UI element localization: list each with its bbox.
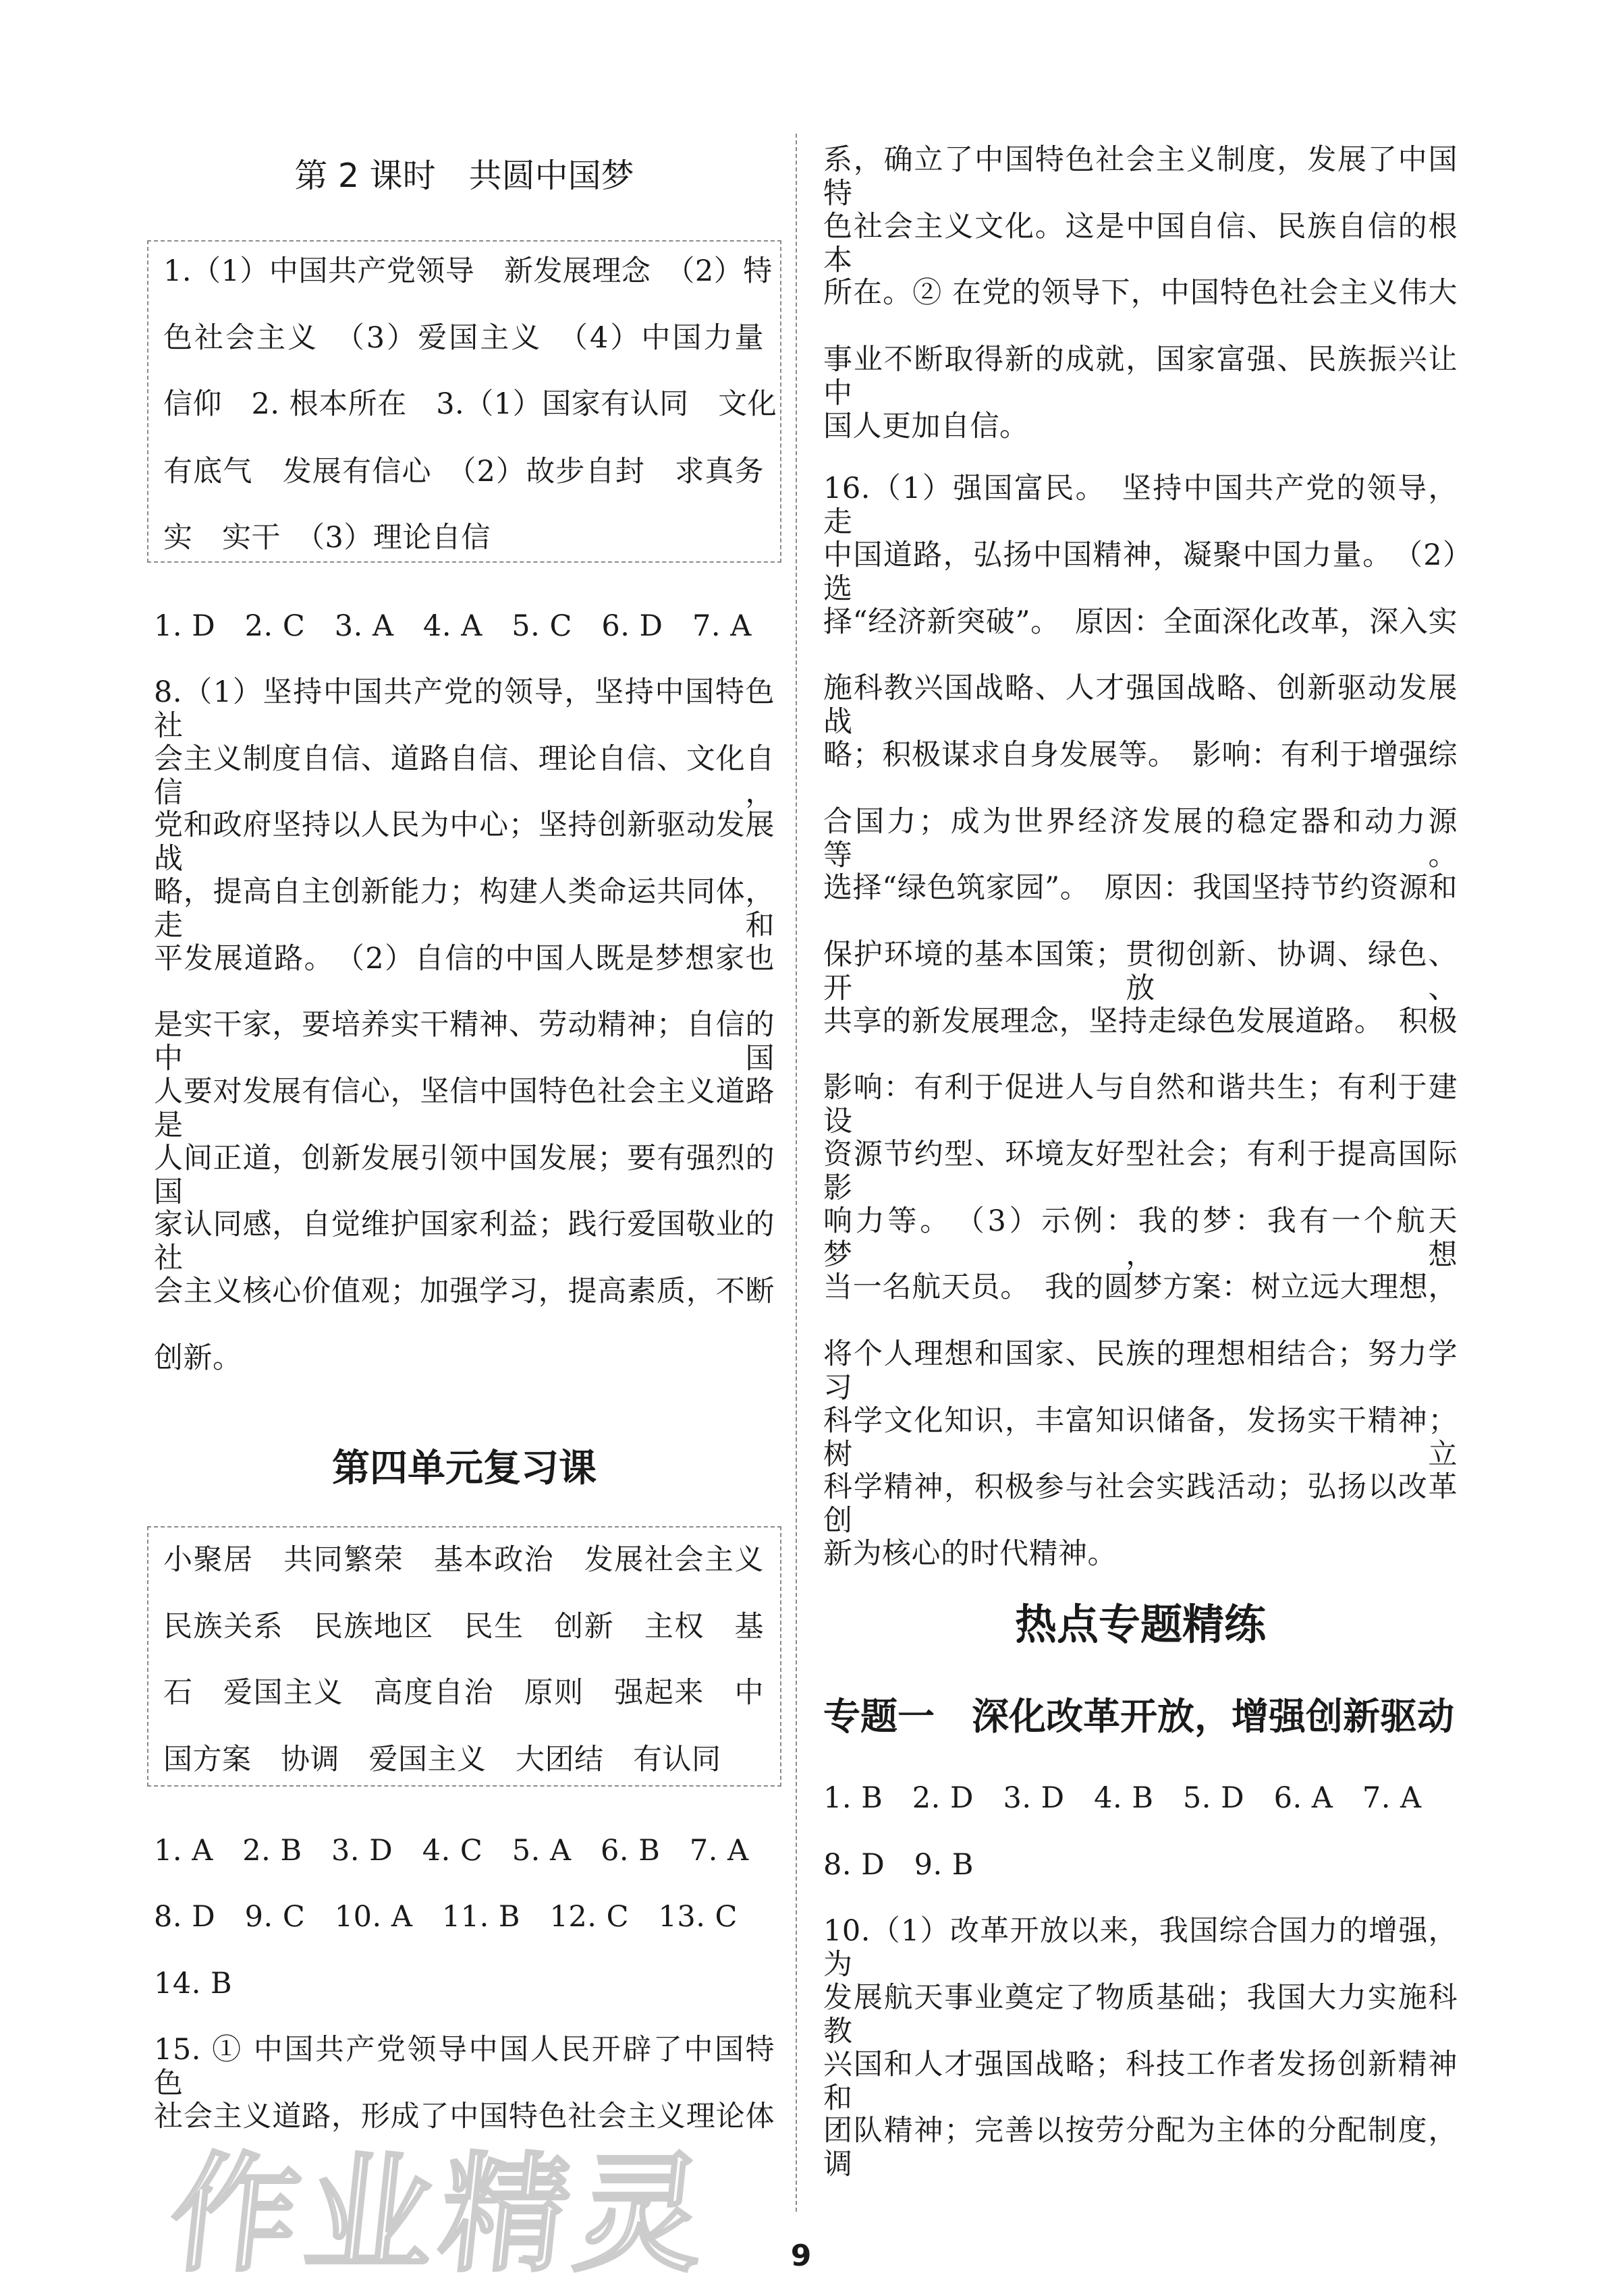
q8-line: 是实干家，要培养实干精神、劳动精神；自信的中国: [154, 1008, 775, 1075]
review-answers-line: 14. B: [154, 1967, 233, 2000]
q16-line: 资源节约型、环境友好型社会；有利于提高国际影: [823, 1138, 1458, 1205]
q16-line: 16.（1）强国富民。 坚持中国共产党的领导，走: [823, 472, 1458, 539]
answers-line: 1. D 2. C 3. A 4. A 5. C 6. D 7. A: [154, 609, 752, 643]
q15-cont-line: 色社会主义文化。这是中国自信、民族自信的根本: [823, 210, 1458, 277]
q10-line: 团队精神；完善以按劳分配为主体的分配制度，调: [823, 2114, 1458, 2181]
box2-line: 国方案 协调 爱国主义 大团结 有认同: [163, 1743, 721, 1776]
review-answers-line: 8. D 9. C 10. A 11. B 12. C 13. C: [154, 1900, 738, 1934]
q10-line: 兴国和人才强国战略；科技工作者发扬创新精神和: [823, 2048, 1458, 2115]
box1-line: 色社会主义 （3）爱国主义 （4）中国力量: [163, 321, 764, 355]
lesson-title: 第 2 课时 共圆中国梦: [294, 157, 634, 195]
q8-line: 家认同感，自觉维护国家利益；践行爱国敬业的社: [154, 1208, 775, 1275]
q8-line: 人间正道，创新发展引领中国发展；要有强烈的国: [154, 1142, 775, 1209]
q16-line: 择“经济新突破”。 原因：全面深化改革，深入实: [823, 605, 1458, 639]
q16-line: 合国力；成为世界经济发展的稳定器和动力源等。: [823, 805, 1458, 872]
q16-line: 当一名航天员。 我的圆梦方案：树立远大理想，: [823, 1270, 1458, 1304]
q16-line: 响力等。 （3）示例：我的梦：我有一个航天梦，想: [823, 1204, 1458, 1272]
q10-line: 发展航天事业奠定了物质基础；我国大力实施科教: [823, 1981, 1458, 2048]
topic1-answers-line: 8. D 9. B: [823, 1848, 974, 1882]
q16-line: 中国道路，弘扬中国精神，凝聚中国力量。 （2）选: [823, 538, 1458, 606]
q16-line: 将个人理想和国家、民族的理想相结合；努力学习: [823, 1337, 1458, 1405]
q15-line: 社会主义道路，形成了中国特色社会主义理论体: [154, 2100, 775, 2133]
q16-line: 共享的新发展理念，坚持走绿色发展道路。 积极: [823, 1005, 1458, 1038]
q8-line: 会主义制度自信、道路自信、理论自信、文化自信，: [154, 742, 775, 810]
box1-line: 有底气 发展有信心 （2）故步自封 求真务: [163, 455, 764, 488]
box2-line: 小聚居 共同繁荣 基本政治 发展社会主义: [163, 1543, 764, 1577]
watermark: 作业精灵: [163, 2140, 719, 2289]
box1-line: 信仰 2. 根本所在 3.（1）国家有认同 文化: [163, 387, 777, 421]
q8-line: 党和政府坚持以人民为中心；坚持创新驱动发展战: [154, 808, 775, 876]
review-title: 第四单元复习课: [332, 1447, 597, 1490]
hot-topics-title: 热点专题精练: [1014, 1600, 1266, 1649]
q15-cont-line: 国人更加自信。: [823, 410, 1029, 443]
q8-line: 略，提高自主创新能力；构建人类命运共同体，走和: [154, 875, 775, 943]
q8-line: 8.（1）坚持中国共产党的领导，坚持中国特色社: [154, 675, 775, 743]
q10-line: 10.（1）改革开放以来，我国综合国力的增强，为: [823, 1914, 1458, 1982]
q16-line: 影响：有利于促进人与自然和谐共生；有利于建设: [823, 1071, 1458, 1138]
q16-line: 保护环境的基本国策；贯彻创新、协调、绿色、开放、: [823, 938, 1458, 1005]
q16-line: 选择“绿色筑家园”。 原因：我国坚持节约资源和: [823, 871, 1458, 905]
q8-line: 人要对发展有信心，坚信中国特色社会主义道路是: [154, 1075, 775, 1142]
q15-cont-line: 所在。② 在党的领导下，中国特色社会主义伟大: [823, 276, 1458, 310]
q8-line: 会主义核心价值观；加强学习，提高素质，不断: [154, 1275, 775, 1308]
q8-line: 创新。: [154, 1341, 242, 1375]
q16-line: 施科教兴国战略、人才强国战略、创新驱动发展战: [823, 671, 1458, 739]
box1-line: 实 实干 （3）理论自信: [163, 521, 491, 555]
page-number: 9: [790, 2239, 812, 2273]
q15-line: 15. ① 中国共产党领导中国人民开辟了中国特色: [154, 2033, 775, 2100]
q15-cont-line: 系，确立了中国特色社会主义制度，发展了中国特: [823, 143, 1458, 211]
column-divider: [796, 134, 797, 2212]
box2-line: 民族关系 民族地区 民生 创新 主权 基: [163, 1610, 764, 1644]
q15-cont-line: 事业不断取得新的成就，国家富强、民族振兴让中: [823, 343, 1458, 410]
q16-line: 科学精神，积极参与社会实践活动；弘扬以改革创: [823, 1470, 1458, 1538]
q16-line: 略；积极谋求自身发展等。 影响：有利于增强综: [823, 738, 1458, 772]
review-answers-line: 1. A 2. B 3. D 4. C 5. A 6. B 7. A: [154, 1834, 749, 1868]
q8-line: 平发展道路。 （2）自信的中国人既是梦想家也: [154, 942, 775, 976]
topic1-answers-line: 1. B 2. D 3. D 4. B 5. D 6. A 7. A: [823, 1781, 1422, 1815]
q16-line: 科学文化知识，丰富知识储备，发扬实干精神；树立: [823, 1404, 1458, 1472]
topic-1-title: 专题一 深化改革开放，增强创新驱动: [823, 1695, 1455, 1738]
box2-line: 石 爱国主义 高度自治 原则 强起来 中: [163, 1676, 764, 1710]
box1-line: 1.（1）中国共产党领导 新发展理念 （2）特: [163, 254, 773, 288]
q16-line: 新为核心的时代精神。: [823, 1537, 1117, 1571]
